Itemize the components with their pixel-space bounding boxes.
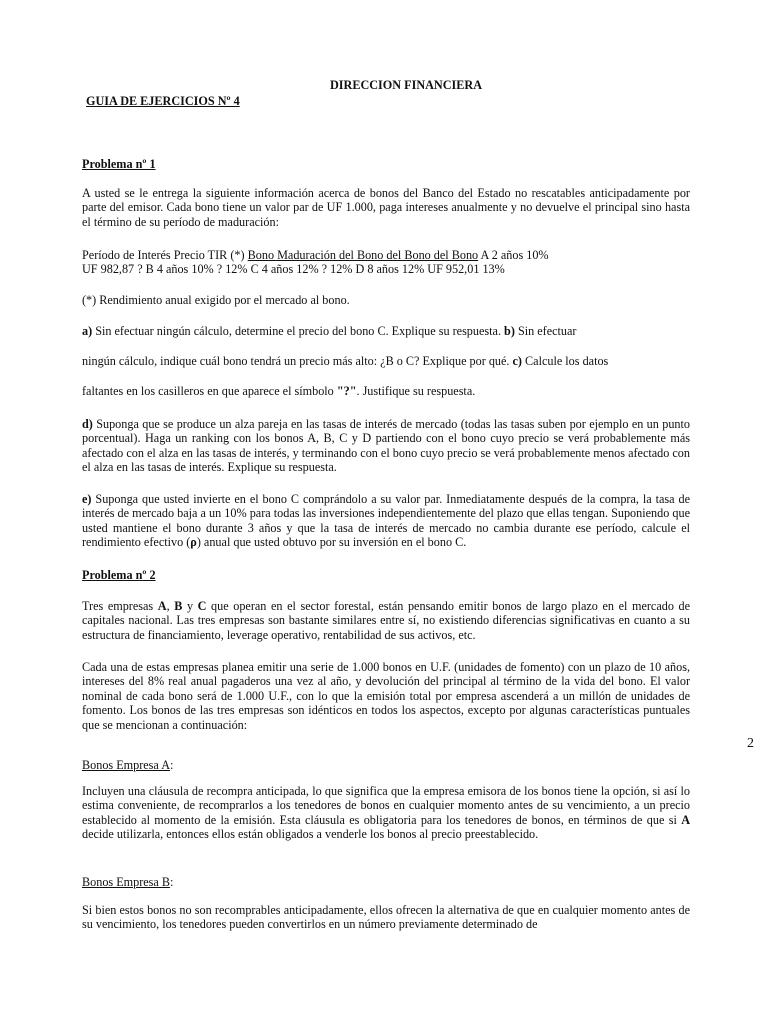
bonos-a-heading (82, 758, 690, 772)
question-b-c-line2 (82, 354, 690, 368)
question-a-text: Sin efectuar ningún cálculo, determine el precio del bono C. Explique su respuesta. (92, 324, 505, 338)
problema-2-para-2: Cada una de estas empresas planea emitir una serie de 1.000 bonos en U.F. (unidades de fomento) con un plazo de 10 años, intereses del 8% real anual pagaderos una vez al año, y devolución del principal al término de la vida del bono. El valor nominal de cada bono será de 1.000 U.F., con lo que la emisión total por empresa ascenderá a un millón de unidades de fomento. Los bonos de las tres empresas son idénticos en todos los aspectos, excepto por algunas características puntuales que se mencionan a continuación: (82, 660, 690, 732)
question-b-label: b) (504, 324, 515, 338)
doc-header (82, 78, 690, 109)
question-e-label: e) (82, 492, 92, 506)
question-d-label: d) (82, 417, 93, 431)
problema-2-para-1 (82, 599, 690, 642)
bond-table-part-a: Período de Interés Precio TIR (*) (82, 248, 248, 262)
question-c-label: c) (512, 354, 522, 368)
question-e-rho: ρ (190, 535, 197, 550)
bonos-b-heading-colon: : (170, 875, 174, 889)
empresa-b-name: B (174, 599, 183, 613)
question-c-text-2a: faltantes en los casilleros en que aparece el símbolo (82, 384, 337, 398)
problema-2-heading: Problema nº 2 (82, 568, 156, 582)
question-e-text-1: Suponga que usted invierte en el bono C comprándolo a su valor par. Inmediatamente después de la compra, la tasa de interés de mercado baja a un 10% para todas las inversiones independientemente del plazo que ellas tengan. Suponiendo que usted mantiene el bono durante 3 años y que la tasa de interés de mercado no cambia durante ese período, calcule el rendimiento efectivo ( (82, 492, 690, 550)
question-c-text-1: Calcule los datos (521, 354, 609, 368)
page-number: 2 (747, 736, 754, 751)
question-c-text-2b: . Justifique su respuesta. (356, 384, 476, 398)
bonos-b-heading-text: Bonos Empresa B (82, 875, 171, 889)
question-e-text-2: ) anual que usted obtuvo por su inversión en el bono C. (196, 535, 467, 550)
bonos-a-text-1: Incluyen una cláusula de recompra anticipada, lo que significa que la empresa emisora de los bonos tiene la opción, si así lo estima conveniente, de recomprarlos a los tenedores de bonos en cualquier momento antes de su vencimiento, a un precio establecido al momento de la emisión. Esta cláusula es obligatoria para los tenedores de bonos, en términos de que si (82, 784, 690, 827)
empresa-c-name: C (197, 599, 207, 613)
question-d (82, 417, 690, 475)
question-a-b-line1 (82, 324, 690, 338)
bonos-b-heading (82, 875, 690, 889)
question-b-text-2: ningún cálculo, indique cuál bono tendrá un precio más alto: ¿B o C? Explique por qué. (82, 354, 513, 368)
bonos-a-bold-a: A (681, 812, 690, 827)
bond-table (82, 248, 690, 277)
bonos-a-heading-text: Bonos Empresa A (82, 758, 171, 772)
bond-table-row-2: UF 982,87 ? B 4 años 10% ? 12% C 4 años 12% ? 12% D 8 años 12% UF 952,01 13% (82, 262, 505, 277)
bonos-a-text (82, 784, 690, 842)
bond-table-part-b: Bono Maduración del Bono del Bono del Bono (247, 248, 479, 262)
document-subtitle: GUIA DE EJERCICIOS Nº 4 (86, 94, 240, 109)
question-e (82, 492, 690, 550)
document-title: DIRECCION FINANCIERA (329, 78, 483, 92)
problema-1-intro: A usted se le entrega la siguiente información acerca de bonos del Banco del Estado no rescatables anticipadamente por parte del emisor. Cada bono tiene un valor par de UF 1.000, paga intereses anualmente y no devuelve el principal sino hasta el término de su período de maduración: (82, 186, 690, 229)
footnote-tir: (*) Rendimiento anual exigido por el mercado al bono. (82, 293, 350, 307)
bonos-a-heading-colon: : (170, 758, 174, 772)
question-d-text: Suponga que se produce un alza pareja en las tasas de interés de mercado (todas las tasas suben por ejemplo en un punto porcentual). Haga un ranking con los bonos A, B, C y D partiendo con el bono cuyo precio se verá probablemente más afectado con el alza en las tasas de interés, y terminando con el bono cuyo precio se verá probablemente menos afectado con el alza en las tasas de interés. Explique su respuesta. (82, 417, 690, 475)
question-c-line3 (82, 384, 690, 398)
question-c-symbol: "?" (336, 384, 357, 398)
question-a-label: a) (82, 324, 93, 338)
p2-sep-2: y (182, 599, 198, 613)
p2-sep-1: , (166, 599, 175, 613)
p2-para1-text-b: que operan en el sector forestal, están pensando emitir bonos de largo plazo en el mercado de capitales nacional. Las tres empresas son bastante similares entre sí, no existiendo diferencias significativas en cuanto a su estructura de financiamiento, leverage operativo, rentabilidad de sus activos, etc. (82, 599, 691, 642)
empresa-a-name: A (157, 599, 167, 613)
p2-para1-text-a: Tres empresas (82, 599, 158, 613)
bond-table-part-c: A 2 años 10% (478, 248, 549, 262)
bonos-b-text: Si bien estos bonos no son recomprables anticipadamente, ellos ofrecen la alternativa de que en cualquier momento antes de su vencimiento, los tenedores pueden convertirlos en un número previamente determinado de (82, 903, 690, 932)
bonos-a-text-2: decide utilizarla, entonces ellos están obligados a venderle los bonos al precio preestablecido. (82, 827, 539, 842)
question-b-text-1: Sin efectuar (514, 324, 577, 338)
bond-table-row-1 (82, 248, 690, 262)
problema-1-heading: Problema nº 1 (82, 157, 156, 171)
